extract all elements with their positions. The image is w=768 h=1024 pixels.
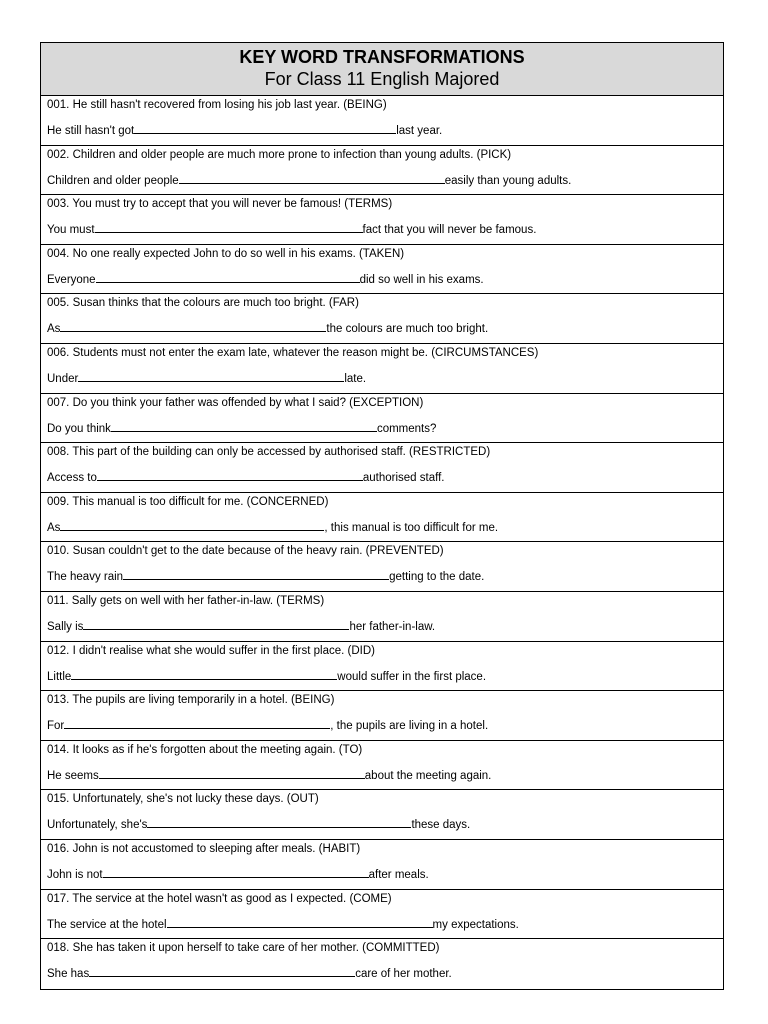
answer-prefix: He seems (47, 769, 99, 782)
exercise-answer-line (47, 319, 717, 338)
answer-blank[interactable] (111, 419, 377, 432)
answer-suffix: fact that you will never be famous. (362, 224, 537, 237)
exercise-question: 007. Do you think your father was offended by what I said? (EXCEPTION) (47, 396, 424, 409)
answer-suffix: did so well in his exams. (359, 273, 484, 286)
answer-blank[interactable] (147, 815, 411, 828)
exercise-item (41, 790, 723, 840)
answer-suffix: last year. (396, 125, 443, 137)
exercise-question: 005. Susan thinks that the colours are much too bright. (FAR) (47, 297, 359, 310)
answer-suffix: , the pupils are living in a hotel. (330, 720, 489, 733)
answer-prefix: Unfortunately, she's (47, 819, 148, 832)
answer-suffix: her father-in-law. (349, 620, 436, 633)
exercise-answer-line (47, 171, 717, 190)
exercise-item (41, 890, 723, 940)
answer-prefix: Children and older people (47, 174, 179, 187)
worksheet (40, 42, 724, 990)
exercise-item (41, 939, 723, 989)
exercise-item (41, 146, 723, 196)
answer-suffix: comments? (376, 422, 437, 435)
answer-suffix: care of her mother. (355, 968, 452, 981)
answer-suffix: about the meeting again. (364, 769, 492, 782)
answer-blank[interactable] (123, 567, 389, 580)
answer-suffix: these days. (411, 819, 471, 832)
exercise-item (41, 542, 723, 592)
exercise-answer-line (47, 567, 717, 586)
exercise-item (41, 642, 723, 692)
answer-blank[interactable] (71, 667, 337, 680)
exercise-item (41, 245, 723, 295)
exercise-item (41, 96, 723, 146)
answer-blank[interactable] (103, 865, 369, 878)
page-title: KEY WORD TRANSFORMATIONS (239, 47, 525, 67)
exercise-answer-line (47, 667, 717, 686)
exercise-item (41, 691, 723, 741)
exercise-item (41, 195, 723, 245)
worksheet-header (41, 43, 723, 96)
exercise-item (41, 592, 723, 642)
exercise-question: 014. It looks as if he's forgotten about the meeting again. (TO) (47, 743, 363, 756)
answer-suffix: after meals. (368, 868, 429, 881)
exercise-answer-line (47, 915, 717, 934)
exercise-answer-line (47, 220, 717, 239)
exercise-question: 002. Children and older people are much more prone to infection than young adults. (PICK) (47, 148, 512, 161)
answer-blank[interactable] (99, 766, 365, 779)
exercise-answer-line (47, 468, 717, 487)
answer-blank[interactable] (95, 220, 363, 233)
answer-suffix: my expectations. (432, 918, 519, 931)
answer-suffix: the colours are much too bright. (326, 323, 489, 336)
answer-blank[interactable] (134, 121, 396, 134)
exercise-question: 008. This part of the building can only be accessed by authorised staff. (RESTRICTED) (47, 446, 491, 459)
answer-suffix: getting to the date. (389, 571, 485, 584)
exercise-answer-line (47, 369, 717, 388)
answer-prefix: As (47, 521, 61, 534)
exercise-answer-line (47, 716, 717, 735)
exercise-question: 017. The service at the hotel wasn't as good as I expected. (COME) (47, 892, 392, 905)
answer-prefix: Little (47, 670, 72, 683)
exercise-answer-line (47, 865, 717, 884)
exercise-question: 004. No one really expected John to do so well in his exams. (TAKEN) (47, 247, 405, 260)
answer-prefix: You must (47, 224, 95, 237)
answer-prefix: Do you think (47, 422, 111, 435)
answer-prefix: Everyone (47, 273, 96, 286)
page-subtitle: For Class 11 English Majored (264, 69, 500, 89)
exercise-item (41, 344, 723, 394)
exercise-question: 018. She has taken it upon herself to take care of her mother. (COMMITTED) (47, 942, 440, 955)
exercise-question: 001. He still hasn't recovered from losing his job last year. (BEING) (47, 99, 387, 111)
answer-blank[interactable] (83, 617, 349, 630)
answer-prefix: The service at the hotel (47, 918, 167, 931)
exercise-item (41, 493, 723, 543)
exercise-item (41, 840, 723, 890)
answer-prefix: He still hasn't got (47, 125, 135, 137)
answer-suffix: late. (344, 372, 367, 385)
exercise-item (41, 443, 723, 493)
exercise-question: 003. You must try to accept that you will never be famous! (TERMS) (47, 198, 393, 211)
exercise-answer-line (47, 270, 717, 289)
exercise-question: 006. Students must not enter the exam late, whatever the reason might be. (CIRCUMSTANCES) (47, 346, 539, 359)
exercise-list (41, 96, 723, 989)
exercise-answer-line (47, 518, 717, 537)
answer-blank[interactable] (78, 369, 344, 382)
answer-blank[interactable] (97, 468, 363, 481)
exercise-answer-line (47, 964, 717, 983)
answer-prefix: As (47, 323, 61, 336)
answer-prefix: The heavy rain (47, 571, 124, 584)
answer-blank[interactable] (96, 270, 360, 283)
exercise-item (41, 394, 723, 444)
answer-prefix: She has (47, 968, 90, 981)
answer-suffix: would suffer in the first place. (337, 670, 487, 683)
answer-prefix: John is not (47, 868, 103, 881)
answer-suffix: authorised staff. (362, 472, 445, 485)
exercise-question: 016. John is not accustomed to sleeping after meals. (HABIT) (47, 842, 361, 855)
answer-blank[interactable] (60, 319, 326, 332)
exercise-question: 011. Sally gets on well with her father-in-law. (TERMS) (47, 594, 325, 607)
exercise-answer-line (47, 617, 717, 636)
answer-blank[interactable] (167, 915, 433, 928)
answer-prefix: Sally is (47, 620, 84, 633)
exercise-answer-line (47, 419, 717, 438)
answer-suffix: easily than young adults. (444, 174, 572, 187)
answer-blank[interactable] (60, 518, 324, 531)
exercise-question: 013. The pupils are living temporarily in a hotel. (BEING) (47, 694, 335, 707)
exercise-question: 009. This manual is too difficult for me. (CONCERNED) (47, 495, 329, 508)
answer-blank[interactable] (64, 716, 330, 729)
answer-prefix: Access to (47, 472, 97, 485)
answer-blank[interactable] (89, 964, 355, 977)
exercise-item (41, 741, 723, 791)
answer-suffix: , this manual is too difficult for me. (324, 521, 499, 534)
exercise-item (41, 294, 723, 344)
answer-prefix: For (47, 720, 65, 733)
exercise-question: 012. I didn't realise what she would suffer in the first place. (DID) (47, 644, 375, 657)
exercise-question: 015. Unfortunately, she's not lucky these days. (OUT) (47, 793, 319, 806)
exercise-answer-line (47, 766, 717, 785)
exercise-question: 010. Susan couldn't get to the date because of the heavy rain. (PREVENTED) (47, 545, 444, 558)
answer-blank[interactable] (179, 171, 445, 184)
answer-prefix: Under (47, 372, 79, 385)
exercise-answer-line (47, 121, 717, 140)
exercise-answer-line (47, 815, 717, 834)
